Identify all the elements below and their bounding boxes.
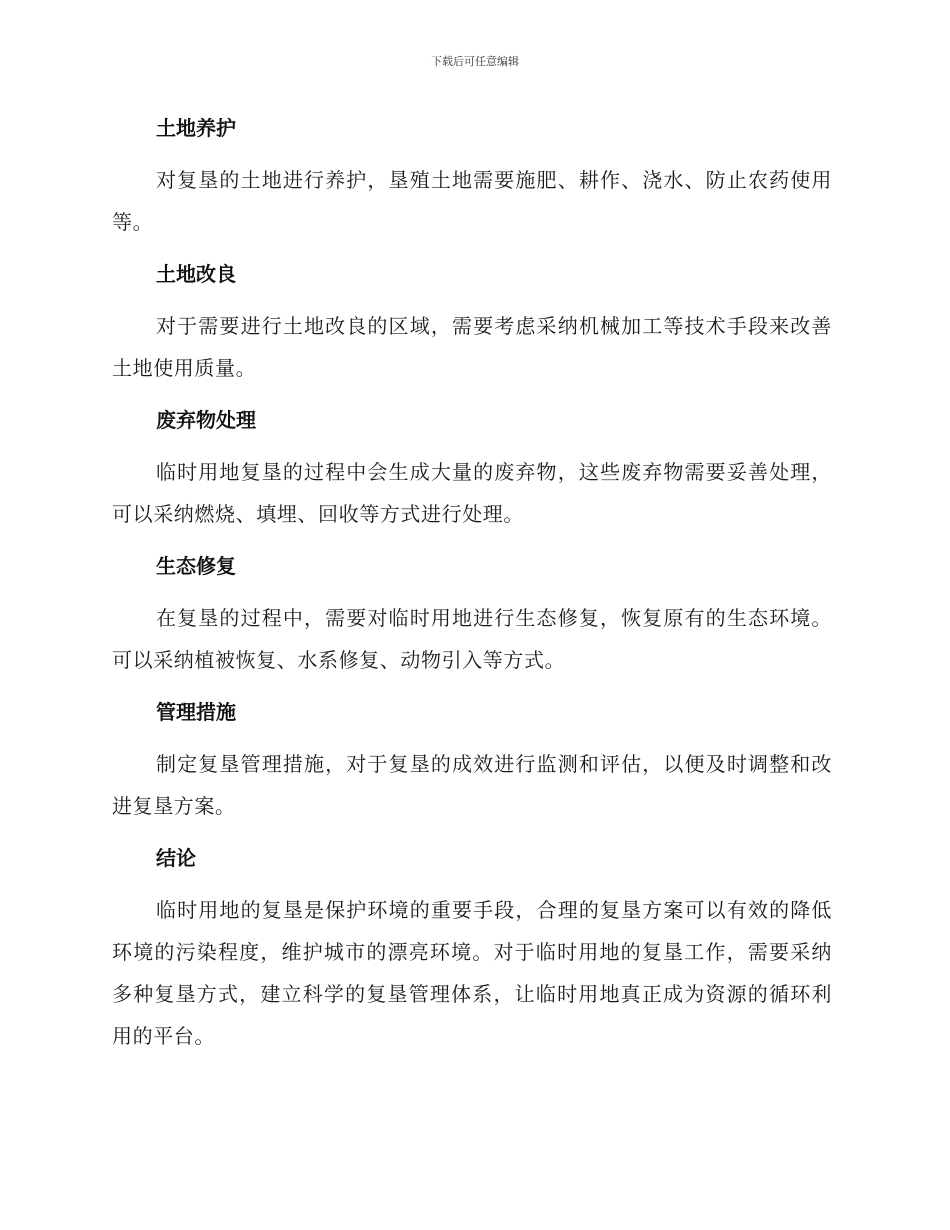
- section-ecological-restoration: [112, 545, 832, 681]
- section-heading: 结论: [156, 846, 196, 870]
- section-management-measures: [112, 691, 832, 827]
- section-waste-treatment: [112, 399, 832, 535]
- section-body: 在复垦的过程中，需要对临时用地进行生态修复，恢复原有的生态环境。可以采纳植被恢复、水系修复、动物引入等方式。: [112, 606, 832, 672]
- section-land-improvement: [112, 253, 832, 389]
- section-land-maintenance: [112, 107, 832, 243]
- section-heading: 土地改良: [156, 262, 236, 286]
- section-body: 制定复垦管理措施，对于复垦的成效进行监测和评估，以便及时调整和改进复垦方案。: [112, 752, 832, 818]
- section-heading: 生态修复: [156, 554, 236, 578]
- document-content: [112, 107, 832, 1067]
- section-conclusion: [112, 837, 832, 1057]
- section-body: 对复垦的土地进行养护，垦殖土地需要施肥、耕作、浇水、防止农药使用等。: [112, 168, 832, 234]
- section-heading: 废弃物处理: [156, 408, 256, 432]
- section-body: 临时用地复垦的过程中会生成大量的废弃物，这些废弃物需要妥善处理，可以采纳燃烧、填埋、回收等方式进行处理。: [112, 460, 832, 526]
- section-body: 对于需要进行土地改良的区域，需要考虑采纳机械加工等技术手段来改善土地使用质量。: [112, 314, 832, 380]
- header-note: 下载后可任意编辑: [431, 55, 519, 68]
- section-body: 临时用地的复垦是保护环境的重要手段，合理的复垦方案可以有效的降低环境的污染程度，维护城市的漂亮环境。对于临时用地的复垦工作，需要采纳多种复垦方式，建立科学的复垦管理体系，让临时用地真正成为资源的循环利用的平台。: [112, 898, 832, 1048]
- section-heading: 土地养护: [156, 116, 236, 140]
- section-heading: 管理措施: [156, 700, 236, 724]
